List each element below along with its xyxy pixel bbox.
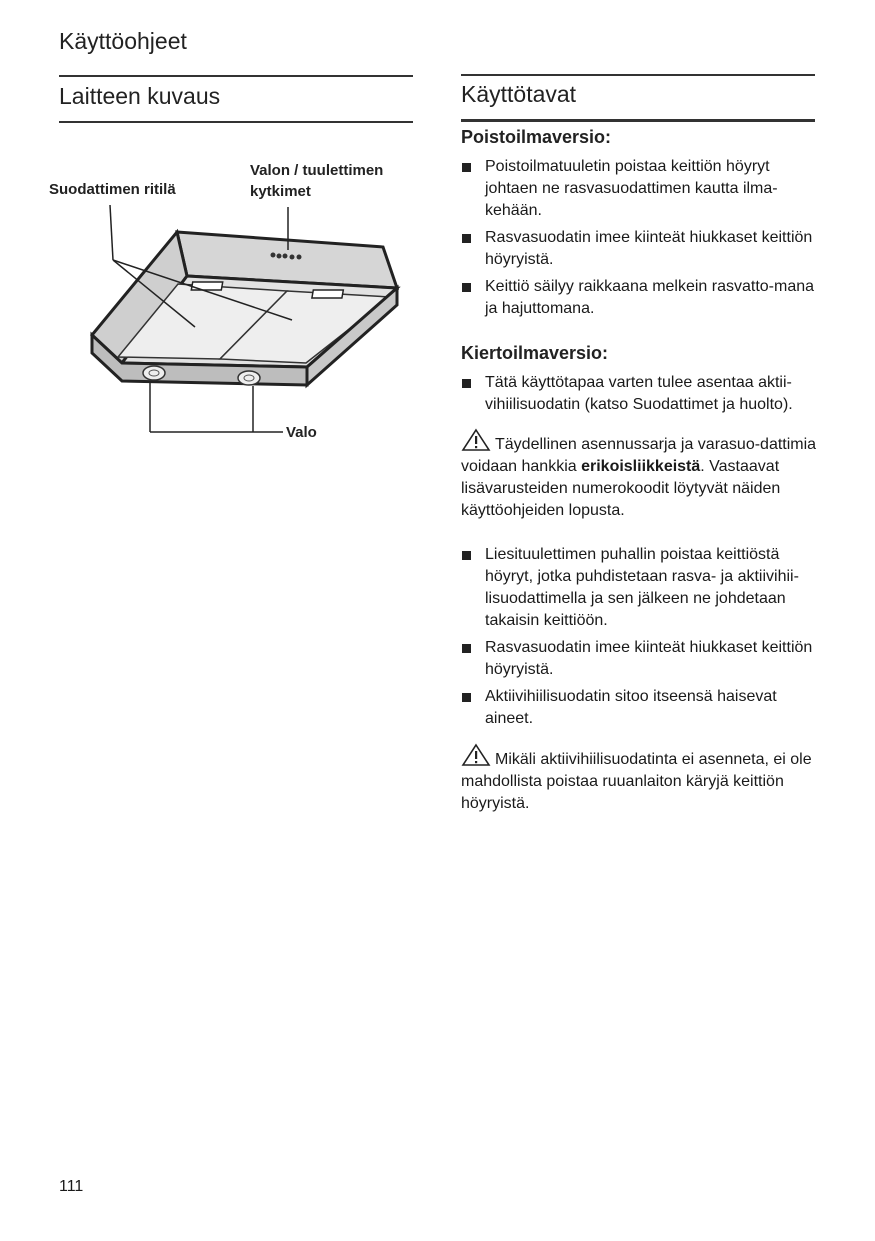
list-item: Liesituulettimen puhallin poistaa keittiöstä höyryt, jotka puhdistetaan rasva- ja aktiivihii-lisuodattimella ja sen jälkeen ne johdetaan takaisin keittiöön. <box>461 544 817 632</box>
note-carbon-filter: Mikäli aktiivihiilisuodatinta ei asenneta, ei ole mahdollista poistaa ruuanlaiton käryjä keittiön höyryistä. <box>461 743 821 815</box>
list-item: Rasvasuodatin imee kiinteät hiukkaset keittiön höyryistä. <box>461 637 817 681</box>
list-item: Rasvasuodatin imee kiinteät hiukkaset keittiön höyryistä. <box>461 227 817 271</box>
square-bullet-icon <box>462 644 471 653</box>
page-number: 111 <box>59 1178 84 1195</box>
list-item: Tätä käyttötapaa varten tulee asentaa aktii-vihiilisuodatin (katso Suodattimet ja huolto). <box>461 372 817 416</box>
warning-triangle-icon <box>461 428 491 452</box>
list-item: Aktiivihiilisuodatin sitoo itseensä haisevat aineet. <box>461 686 817 730</box>
square-bullet-icon <box>462 379 471 388</box>
left-bottom-rule <box>59 121 413 123</box>
warning-triangle-icon <box>461 743 491 767</box>
square-bullet-icon <box>462 551 471 560</box>
list-item: Keittiö säilyy raikkaana melkein rasvatto-mana ja hajuttomana. <box>461 276 817 320</box>
label-filter-grille: Suodattimen ritilä <box>49 181 176 198</box>
label-switches-line1: Valon / tuulettimen <box>250 162 384 179</box>
right-top-rule <box>461 74 815 76</box>
square-bullet-icon <box>462 283 471 292</box>
label-light: Valo <box>286 424 317 441</box>
page-header: Käyttöohjeet <box>59 28 187 54</box>
label-switches-line2: kytkimet <box>250 183 311 200</box>
left-heading: Laitteen kuvaus <box>59 83 221 109</box>
note-accessories: Täydellinen asennussarja ja varasuo-dattimia voidaan hankkia erikoisliikkeistä. Vastaavat lisävarusteiden numerokoodit löytyvät näiden käyttöohjeiden lopusta. <box>461 428 821 522</box>
square-bullet-icon <box>462 163 471 172</box>
section-recirculation-title: Kiertoilmaversio: <box>461 343 609 363</box>
square-bullet-icon <box>462 234 471 243</box>
section-exhaust-title: Poistoilmaversio: <box>461 127 612 147</box>
right-bottom-rule <box>461 119 815 122</box>
recirculation-bullet-list-a <box>461 372 817 421</box>
right-heading: Käyttötavat <box>461 81 577 107</box>
exhaust-bullet-list <box>461 156 817 325</box>
recirculation-bullet-list-b <box>461 544 817 735</box>
square-bullet-icon <box>462 693 471 702</box>
list-item: Poistoilmatuuletin poistaa keittiön höyryt johtaen ne rasvasuodattimen kautta ilma-kehään. <box>461 156 817 222</box>
left-top-rule <box>59 75 413 77</box>
